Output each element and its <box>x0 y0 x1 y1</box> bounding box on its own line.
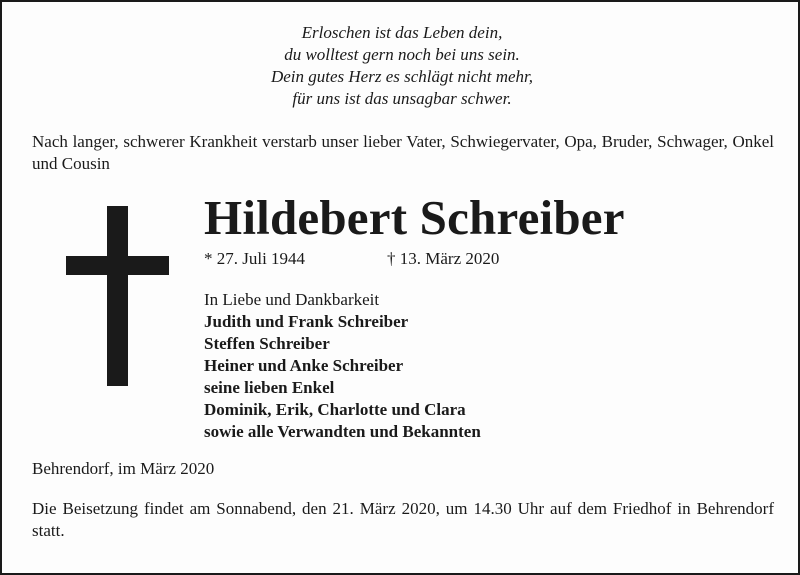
mourner-entry: Dominik, Erik, Charlotte und Clara <box>204 400 466 419</box>
mourner-entry: Steffen Schreiber <box>204 334 330 353</box>
birth-date: * 27. Juli 1944 <box>204 249 306 268</box>
mourner-entry: seine lieben Enkel <box>204 378 335 397</box>
life-dates <box>204 248 500 270</box>
cross-icon <box>66 206 169 386</box>
mourner-entry: sowie alle Verwandten und Bekannten <box>204 422 481 441</box>
death-date: † 13. März 2020 <box>387 249 500 268</box>
burial-info: Die Beisetzung findet am Sonnabend, den 21. März 2020, um 14.30 Uhr auf dem Friedhof in Behrendorf statt. <box>32 499 774 540</box>
mourner-entry: Judith und Frank Schreiber <box>204 312 409 331</box>
poem-line: du wolltest gern noch bei uns sein. <box>284 45 520 64</box>
poem <box>2 22 800 110</box>
mourner-entry: Heiner und Anke Schreiber <box>204 356 404 375</box>
poem-line: Erloschen ist das Leben dein, <box>301 23 503 42</box>
mourners-list <box>204 289 481 443</box>
mourners-intro: In Liebe und Dankbarkeit <box>204 290 380 309</box>
place-date: Behrendorf, im März 2020 <box>32 459 215 478</box>
poem-line: für uns ist das unsagbar schwer. <box>292 89 512 108</box>
deceased-name: Hildebert Schreiber <box>204 190 625 245</box>
intro-text: Nach langer, schwerer Krankheit verstarb unser lieber Vater, Schwiegervater, Opa, Bruder, Schwager, Onkel und Cousin <box>32 132 774 173</box>
poem-line: Dein gutes Herz es schlägt nicht mehr, <box>270 67 534 86</box>
